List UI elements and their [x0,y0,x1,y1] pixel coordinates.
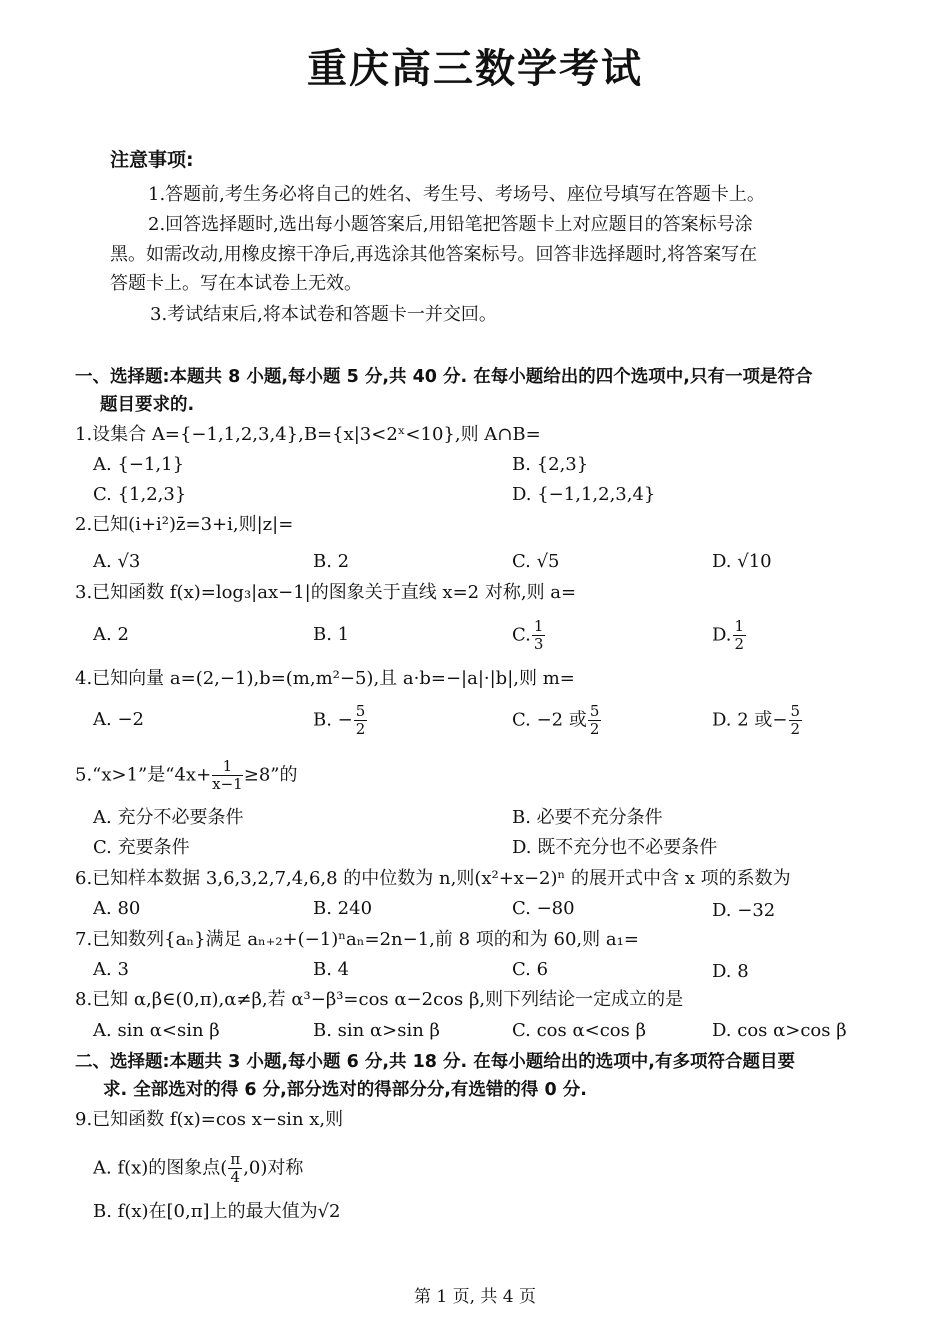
fraction [212,758,243,793]
option-d: D. 8 [712,961,749,982]
notice-line: 3.考试结束后,将本试卷和答题卡一并交回。 [150,304,497,325]
option-b: B. {2,3} [512,454,589,475]
option-label: B. − [313,709,353,731]
question-stem: 9.已知函数 f(x)=cos x−sin x,则 [75,1109,344,1130]
section-heading: 一、选择题:本题共 8 小题,每小题 5 分,共 40 分. 在每小题给出的四个选项中,只有一项是符合 [75,367,813,387]
denominator: 4 [230,1168,241,1186]
notice-line: 答题卡上。写在本试卷上无效。 [110,273,362,294]
option-c: C. {1,2,3} [93,484,187,505]
option-b: B. 2 [313,551,350,572]
numerator: 1 [533,617,544,635]
numerator: 1 [734,617,745,635]
notice-line: 2.回答选择题时,选出每小题答案后,用铅笔把答题卡上对应题目的答案标号涂 [148,214,753,235]
question-stem: 7.已知数列{aₙ}满足 aₙ₊₂+(−1)ⁿaₙ=2n−1,前 8 项的和为 60,则 a₁= [75,929,639,950]
option-d: D. √10 [712,551,772,572]
option-a: A. sin α<sin β [93,1020,220,1041]
denominator: 3 [533,635,544,653]
question-stem: 3.已知函数 f(x)=log₃|ax−1|的图象关于直线 x=2 对称,则 a= [75,582,577,603]
section-heading: 题目要求的. [100,395,195,415]
stem-text: ≥8”的 [243,764,298,786]
option-c: C. cos α<cos β [512,1020,646,1041]
option-c: C. √5 [512,551,560,572]
option-d: D. −32 [712,900,776,921]
question-stem: 6.已知样本数据 3,6,3,2,7,4,6,8 的中位数为 n,则(x²+x−2)ⁿ 的展开式中含 x 项的系数为 [75,868,791,889]
fraction [733,618,747,653]
page-title: 重庆高三数学考试 [307,46,643,92]
fraction [532,618,546,653]
numerator: π [230,1150,241,1168]
page-footer: 第 1 页, 共 4 页 [413,1287,537,1307]
option-b: B. 1 [313,624,350,645]
fraction [228,1151,242,1186]
denominator: 2 [734,635,745,653]
option-a: A. 2 [93,624,129,645]
question-stem: 2.已知(i+i²)z̄=3+i,则|z|= [75,514,294,535]
fraction [588,703,602,738]
option-a: A. √3 [93,551,141,572]
option-a: A. 充分不必要条件 [93,807,244,828]
question-stem: 8.已知 α,β∈(0,π),α≠β,若 α³−β³=cos α−2cos β,则下列结论一定成立的是 [75,989,684,1010]
stem-text: 5.“x>1”是“4x+ [75,764,212,786]
question-stem [75,758,297,793]
option-c [512,618,546,653]
question-stem: 1.设集合 A={−1,1,2,3,4},B={x|3<2ˣ<10},则 A∩B= [75,424,541,445]
option-a: A. {−1,1} [93,454,185,475]
option-c: C. −80 [512,898,575,919]
option-a [93,1151,303,1186]
option-b: B. 必要不充分条件 [512,807,663,828]
denominator: x−1 [212,775,243,793]
option-b: B. 240 [313,898,373,919]
option-c: C. 充要条件 [93,837,190,858]
fraction [354,703,368,738]
option-label: D. [712,624,732,646]
numerator: 5 [355,702,366,720]
option-d: D. {−1,1,2,3,4} [512,484,656,505]
option-b: B. 4 [313,959,350,980]
fraction [789,703,803,738]
option-c: C. 6 [512,959,549,980]
notice-heading: 注意事项: [110,149,194,171]
option-label: C. [512,624,531,646]
section-heading: 求. 全部选对的得 6 分,部分选对的得部分分,有选错的得 0 分. [103,1080,587,1100]
option-a: A. 80 [93,898,141,919]
numerator: 5 [790,702,801,720]
option-a: A. −2 [93,709,144,730]
option-b [313,703,368,738]
option-a: A. 3 [93,959,129,980]
notice-line: 黑。如需改动,用橡皮擦干净后,再选涂其他答案标号。回答非选择题时,将答案写在 [110,244,758,265]
option-d [712,618,747,653]
option-text: A. f(x)的图象点( [93,1157,228,1179]
option-text: ,0)对称 [243,1157,304,1179]
notice-line: 1.答题前,考生务必将自己的姓名、考生号、考场号、座位号填写在答题卡上。 [148,184,765,205]
option-b: B. sin α>sin β [313,1020,440,1041]
option-d: D. 既不充分也不必要条件 [512,837,718,858]
denominator: 2 [790,720,801,738]
option-label: D. 2 或− [712,709,788,731]
denominator: 2 [589,720,600,738]
section-heading: 二、选择题:本题共 3 小题,每小题 6 分,共 18 分. 在每小题给出的选项中,有多项符合题目要 [75,1052,795,1072]
option-label: C. −2 或 [512,709,587,731]
option-d: D. cos α>cos β [712,1020,847,1041]
numerator: 1 [212,758,243,776]
numerator: 5 [589,702,600,720]
option-b: B. f(x)在[0,π]上的最大值为√2 [93,1201,341,1222]
denominator: 2 [355,720,366,738]
option-d [712,703,803,738]
question-stem: 4.已知向量 a=(2,−1),b=(m,m²−5),且 a·b=−|a|·|b|,则 m= [75,668,575,689]
option-c [512,703,602,738]
